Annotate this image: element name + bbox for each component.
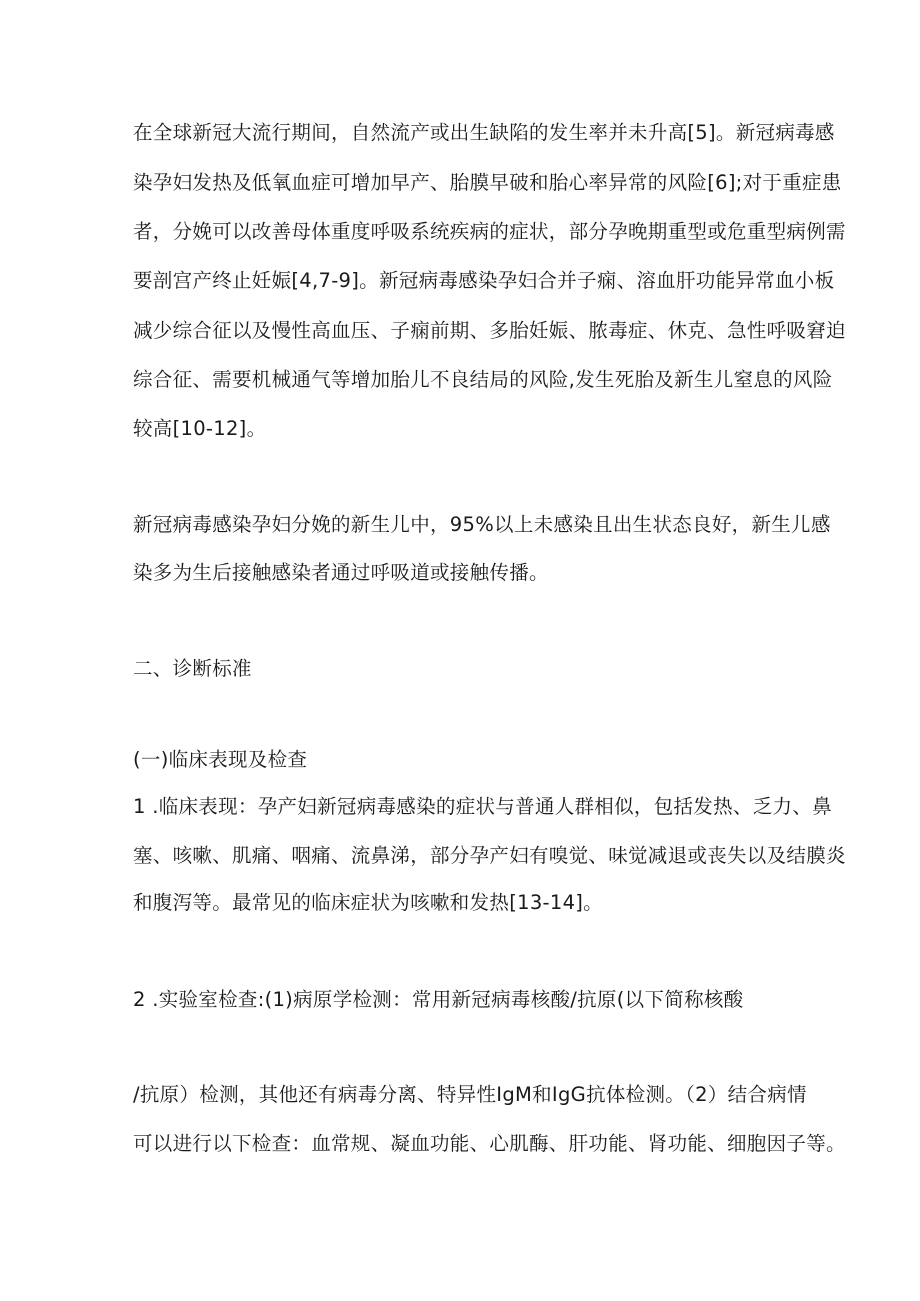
- paragraph1-line: 者，分娩可以改善母体重度呼吸系统疾病的症状，部分孕晚期重型或危重型病例需: [133, 220, 846, 243]
- item1-line: 和腹泻等。最常见的临床症状为咳嗽和发热[13-14]。: [133, 891, 603, 914]
- item2-line: 可以进行以下检查：血常规、凝血功能、心肌酶、肝功能、肾功能、细胞因子等。: [133, 1132, 846, 1155]
- item1-line: 塞、咳嗽、肌痛、咽痛、流鼻涕，部分孕产妇有嗅觉、味觉减退或丧失以及结膜炎: [133, 844, 846, 867]
- paragraph1-line: 染孕妇发热及低氧血症可增加早产、胎膜早破和胎心率异常的风险[6];对于重症患: [133, 171, 842, 194]
- paragraph1-line: 在全球新冠大流行期间，自然流产或出生缺陷的发生率并未升高[5]。新冠病毒感: [133, 121, 835, 144]
- item2-line: /抗原）检测，其他还有病毒分离、特异性IgM和IgG抗体检测。（2）结合病情: [133, 1083, 807, 1106]
- section-heading: 二、诊断标准: [133, 657, 252, 680]
- item1-line: 1 .临床表现：孕产妇新冠病毒感染的症状与普通人群相似，包括发热、乏力、鼻: [133, 795, 832, 818]
- paragraph2-line: 染多为生后接触感染者通过呼吸道或接触传播。: [133, 561, 549, 584]
- paragraph1-line: 要剖宫产终止妊娠[4,7-9]。新冠病毒感染孕妇合并子痫、溶血肝功能异常血小板: [133, 269, 835, 292]
- paragraph1-line: 减少综合征以及慢性高血压、子痫前期、多胎妊娠、脓毒症、休克、急性呼吸窘迫: [133, 319, 846, 342]
- paragraph1-line: 综合征、需要机械通气等增加胎儿不良结局的风险,发生死胎及新生儿窒息的风险: [133, 368, 833, 391]
- item2-first-line: 2 .实验室检查:(1)病原学检测：常用新冠病毒核酸/抗原(以下简称核酸: [133, 988, 744, 1011]
- subsection-heading: (一)临床表现及检查: [133, 748, 308, 771]
- paragraph1-line: 较高[10-12]。: [133, 417, 267, 440]
- paragraph2-line: 新冠病毒感染孕妇分娩的新生儿中，95%以上未感染且出生状态良好，新生儿感: [133, 513, 831, 536]
